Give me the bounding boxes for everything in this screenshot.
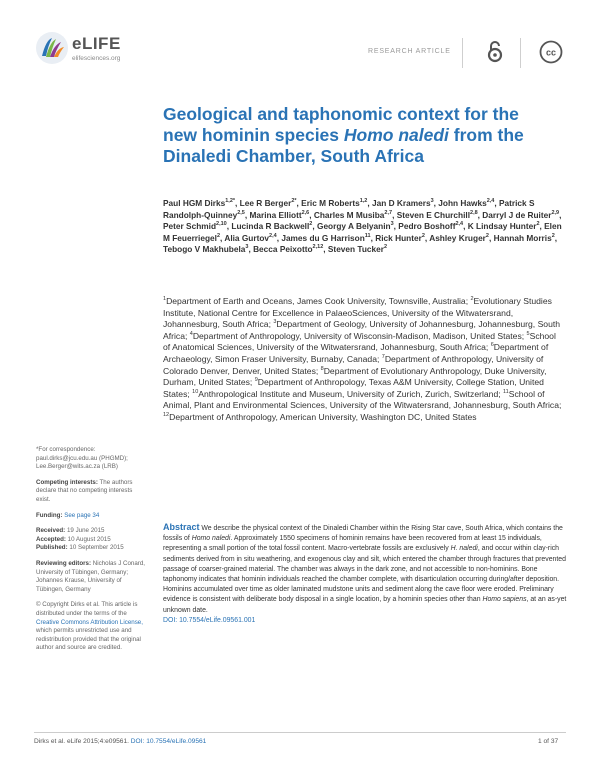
author-affiliation-marker: 2 bbox=[551, 233, 555, 240]
author-name[interactable]: K Lindsay Hunter bbox=[467, 221, 537, 232]
copyright-text: Copyright Dirks et al. This article is distributed under the terms of the bbox=[36, 601, 138, 617]
abstract-text: , and occur within clay-rich sediments derived from in situ weathering, and exogenous clay and silt, which entered the chamber through fractures that prevented passage of coarser-grained material. The chamber was always in the dark zone, and not accessible to non-hominins. Bone taphonomy indicates that hominin individuals reached the chamber complete, with disarticulation occurring during/after deposition. Hominins accumulated over time as older laminated mudstone units and sediment along the cave floor were eroded. Preliminary evidence is consistent with deliberate body disposal in a single location, by a hominin species other than bbox=[163, 545, 566, 604]
article-title: Geological and taphonomic context for the new hominin species Homo naledi from the Dinaledi Chamber, South Africa bbox=[163, 104, 524, 166]
author-separator: , bbox=[463, 221, 468, 232]
correspondence-label: *For correspondence: bbox=[36, 446, 96, 453]
author-separator: , bbox=[392, 209, 397, 220]
affiliation-marker: 6 bbox=[490, 342, 494, 349]
abstract-species: Homo naledi bbox=[191, 535, 231, 543]
author-name[interactable]: Ashley Kruger bbox=[429, 232, 486, 243]
author-name[interactable]: John Hawks bbox=[438, 198, 487, 208]
author-affiliation-marker: 1,2* bbox=[225, 198, 236, 205]
affiliation-marker: 2 bbox=[470, 296, 474, 303]
author-separator: , bbox=[559, 209, 562, 220]
elife-logo[interactable] bbox=[34, 28, 154, 74]
author-name[interactable]: Peter Schmid bbox=[163, 221, 217, 232]
author-affiliation-marker: 2,5 bbox=[237, 209, 245, 216]
author-name[interactable]: Steven E Churchill bbox=[396, 209, 471, 220]
author-affiliation-marker: 2,4 bbox=[269, 233, 277, 240]
abstract-doi-link[interactable]: DOI: 10.7554/eLife.09561.001 bbox=[163, 616, 256, 624]
author-name[interactable]: Patrick S Randolph-Quinney bbox=[163, 198, 535, 220]
funding-link[interactable]: See page 34 bbox=[64, 511, 100, 519]
author-affiliation-marker: 2 bbox=[536, 221, 540, 228]
affiliation-marker: 5 bbox=[526, 330, 530, 337]
open-access-icon[interactable] bbox=[482, 39, 508, 65]
author-affiliation-marker: 2 bbox=[421, 233, 425, 240]
author-affiliation-marker: 2,6 bbox=[301, 209, 310, 216]
received-date: 19 June 2015 bbox=[66, 527, 105, 535]
cc-text: cc bbox=[545, 47, 557, 58]
affiliation-marker: 7 bbox=[381, 354, 385, 361]
author-affiliation-marker: 2,7 bbox=[384, 209, 393, 216]
author-name[interactable]: Hannah Morris bbox=[493, 232, 552, 243]
author-separator: , bbox=[276, 232, 282, 243]
author-separator: , bbox=[554, 232, 558, 243]
author-separator: , bbox=[323, 244, 328, 255]
affiliation-marker: 8 bbox=[320, 365, 324, 372]
author-name[interactable]: Marina Elliott bbox=[249, 209, 302, 220]
author-separator: , bbox=[309, 209, 314, 220]
affiliation-text: Department of Anthropology, University of Colorado Denver, Denver, United States; bbox=[163, 353, 544, 376]
author-separator: , bbox=[494, 198, 499, 208]
affiliation-list bbox=[163, 296, 565, 424]
author-name[interactable]: Lee R Berger bbox=[239, 198, 292, 208]
author-separator: , bbox=[312, 221, 317, 232]
author-name[interactable]: Darryl J de Ruiter bbox=[482, 209, 552, 220]
author-name[interactable]: Elen M Feuerriegel bbox=[163, 221, 562, 243]
author-separator: , bbox=[367, 198, 372, 208]
affiliation-marker: 11 bbox=[503, 388, 509, 395]
competing-text: The authors declare that no competing interests exist. bbox=[36, 478, 133, 503]
logo-text: eLIFE bbox=[72, 34, 121, 53]
author-separator: , bbox=[220, 232, 225, 243]
funding-label: Funding: bbox=[36, 511, 63, 519]
author-affiliation-marker: 2,9 bbox=[551, 209, 560, 216]
author-affiliation-marker: 2,10 bbox=[216, 221, 227, 228]
author-affiliation-marker: 11 bbox=[364, 233, 371, 240]
affiliation-marker: 12 bbox=[163, 412, 170, 419]
funding-block bbox=[36, 512, 148, 521]
abstract-species: Homo sapiens bbox=[482, 596, 527, 604]
author-separator: , bbox=[244, 209, 250, 220]
author-name[interactable]: Steven Tucker bbox=[327, 244, 384, 255]
correspondence-block bbox=[36, 446, 148, 472]
affiliation-text: Department of Geology, University of Johannesburg, Johannesburg, South Africa; bbox=[163, 319, 561, 341]
author-list bbox=[163, 198, 563, 256]
author-separator: , bbox=[235, 198, 240, 208]
creative-commons-icon[interactable] bbox=[538, 39, 564, 65]
abstract-text: We describe the physical context of the Dinaledi Chamber within the Rising Star cave, South Africa, which contains the fossils of bbox=[163, 525, 563, 543]
author-name[interactable]: Pedro Boshoff bbox=[398, 221, 456, 232]
author-affiliation-marker: 2 bbox=[216, 233, 221, 240]
author-separator: , bbox=[433, 198, 439, 208]
author-affiliation-marker: 3 bbox=[245, 244, 249, 251]
affiliation-marker: 4 bbox=[189, 330, 193, 337]
author-name[interactable]: Paul HGM Dirks bbox=[163, 198, 226, 208]
affiliation-text: Department of Earth and Oceans, James Cook University, Townsville, Australia; bbox=[166, 296, 471, 306]
author-affiliation-marker: 2* bbox=[291, 198, 297, 205]
affiliation-marker: 9 bbox=[254, 377, 258, 384]
affiliation-text: Department of Anthropology, University of Wisconsin-Madison, Madison, United States; bbox=[192, 330, 527, 341]
affiliation-marker: 3 bbox=[273, 319, 277, 326]
author-affiliation-marker: 2 bbox=[384, 244, 388, 251]
abstract bbox=[163, 522, 567, 626]
copyright-block bbox=[36, 601, 148, 653]
accepted-date: 10 August 2015 bbox=[67, 535, 111, 543]
published-label: Published: bbox=[36, 544, 68, 552]
abstract-species: H. naledi bbox=[450, 545, 478, 553]
page-number: 1 of 37 bbox=[538, 738, 559, 745]
copyright-rest: which permits unrestricted use and redistribution provided that the original author and source are credited. bbox=[36, 627, 141, 652]
logo-url: elifesciences.org bbox=[72, 55, 121, 62]
abstract-text: . Approximately 1550 specimens of hominin remains have been recovered from at least 15 individuals, representing a small portion of the total fossil content. Macro-vertebrate fossils are exclusively bbox=[163, 535, 542, 553]
author-affiliation-marker: 2,4 bbox=[455, 221, 464, 228]
published-date: 10 September 2015 bbox=[69, 544, 124, 552]
author-separator: , bbox=[477, 209, 483, 220]
author-separator: , bbox=[539, 221, 545, 232]
author-name[interactable]: James du G Harrison bbox=[281, 232, 365, 243]
accepted-label: Accepted: bbox=[36, 535, 66, 543]
author-affiliation-marker: 2,4 bbox=[486, 198, 495, 205]
citation-text: Dirks et al. eLife 2015;4:e09561. bbox=[34, 738, 129, 745]
elife-logo-icon bbox=[34, 30, 70, 66]
affiliation-text: Department of Archaeology, Simon Fraser University, Burnaby, Canada; bbox=[163, 342, 549, 364]
affiliation-text: Department of Anthropology, Texas A&M University, College Station, United States; bbox=[163, 377, 544, 399]
footer-divider bbox=[34, 732, 566, 733]
author-affiliation-marker: 3 bbox=[390, 221, 394, 228]
author-name[interactable]: Georgy A Belyanin bbox=[316, 221, 391, 232]
affiliation-text: Evolutionary Studies Institute, National Centre for Excellence in PalaeoSciences, University of the Witwatersrand, Johannesburg, South Africa; bbox=[163, 296, 552, 330]
author-affiliation-marker: 3 bbox=[430, 198, 434, 205]
author-affiliation-marker: 2,12 bbox=[312, 244, 324, 251]
affiliation-text: School of Animal, Plant and Environmental Sciences, University of the Witwatersrand, Johannesburg, South Africa; bbox=[163, 388, 562, 411]
author-separator: , bbox=[226, 221, 232, 232]
author-affiliation-marker: 1,2 bbox=[359, 198, 368, 205]
competing-label: Competing interests: bbox=[36, 478, 98, 486]
article-type-label: RESEARCH ARTICLE bbox=[368, 48, 451, 55]
author-name[interactable]: Becca Peixotto bbox=[253, 244, 313, 255]
reviewing-editors-block bbox=[36, 560, 148, 594]
author-affiliation-marker: 2 bbox=[485, 233, 489, 240]
author-separator: , bbox=[296, 198, 302, 208]
affiliation-text: Department of Evolutionary Anthropology, Duke University, Durham, United States; bbox=[163, 365, 547, 388]
correspondence-emails[interactable]: paul.dirks@jcu.edu.au (PHGMD); Lee.Berger@wits.ac.za (LRB) bbox=[36, 454, 128, 471]
competing-interests-block bbox=[36, 479, 148, 505]
editors-text: Nicholas J Conard, University of Tübingen, Germany; Johannes Krause, University of Tübingen, Germany bbox=[36, 559, 146, 593]
header-divider bbox=[520, 38, 521, 68]
license-link[interactable]: Creative Commons Attribution License, bbox=[36, 618, 143, 626]
affiliation-marker: 10 bbox=[192, 388, 199, 395]
author-separator: , bbox=[393, 221, 399, 232]
affiliation-text: Anthropological Institute and Museum, University of Zurich, Zurich, Switzerland; bbox=[198, 388, 503, 399]
author-separator: , bbox=[424, 232, 430, 243]
copyright-icon: © bbox=[36, 601, 41, 609]
footer-citation bbox=[34, 738, 206, 745]
author-name[interactable]: Eric M Roberts bbox=[301, 198, 360, 208]
abstract-text: , at an as-yet unknown date. bbox=[163, 596, 567, 614]
dates-block bbox=[36, 527, 148, 553]
article-sidebar bbox=[36, 446, 148, 660]
footer-doi-link[interactable]: 10.7554/eLife.09561 bbox=[146, 738, 207, 745]
footer-doi-label[interactable]: DOI: bbox=[130, 738, 145, 745]
author-separator: , bbox=[488, 232, 494, 243]
author-name[interactable]: Alia Gurtov bbox=[224, 232, 270, 243]
author-name[interactable]: Lucinda R Backwell bbox=[231, 221, 310, 232]
author-affiliation-marker: 2 bbox=[309, 221, 313, 228]
author-name[interactable]: Charles M Musiba bbox=[313, 209, 385, 220]
affiliation-text: Department of Anthropology, American University, Washington DC, United States bbox=[169, 411, 477, 422]
author-name[interactable]: Jan D Kramers bbox=[372, 198, 431, 208]
received-label: Received: bbox=[36, 527, 66, 535]
author-name[interactable]: Tebogo V Makhubela bbox=[163, 244, 246, 255]
editors-label: Reviewing editors: bbox=[36, 559, 92, 567]
author-affiliation-marker: 2,8 bbox=[470, 209, 478, 216]
affiliation-text: School of Anatomical Sciences, University of the Witwatersrand, Johannesburg, South Africa; bbox=[163, 330, 556, 353]
author-separator: , bbox=[248, 244, 254, 255]
affiliation-marker: 1 bbox=[163, 296, 167, 303]
abstract-heading: Abstract bbox=[163, 522, 200, 532]
header-divider bbox=[462, 38, 463, 68]
author-name[interactable]: Rick Hunter bbox=[375, 232, 422, 243]
author-separator: , bbox=[370, 232, 376, 243]
